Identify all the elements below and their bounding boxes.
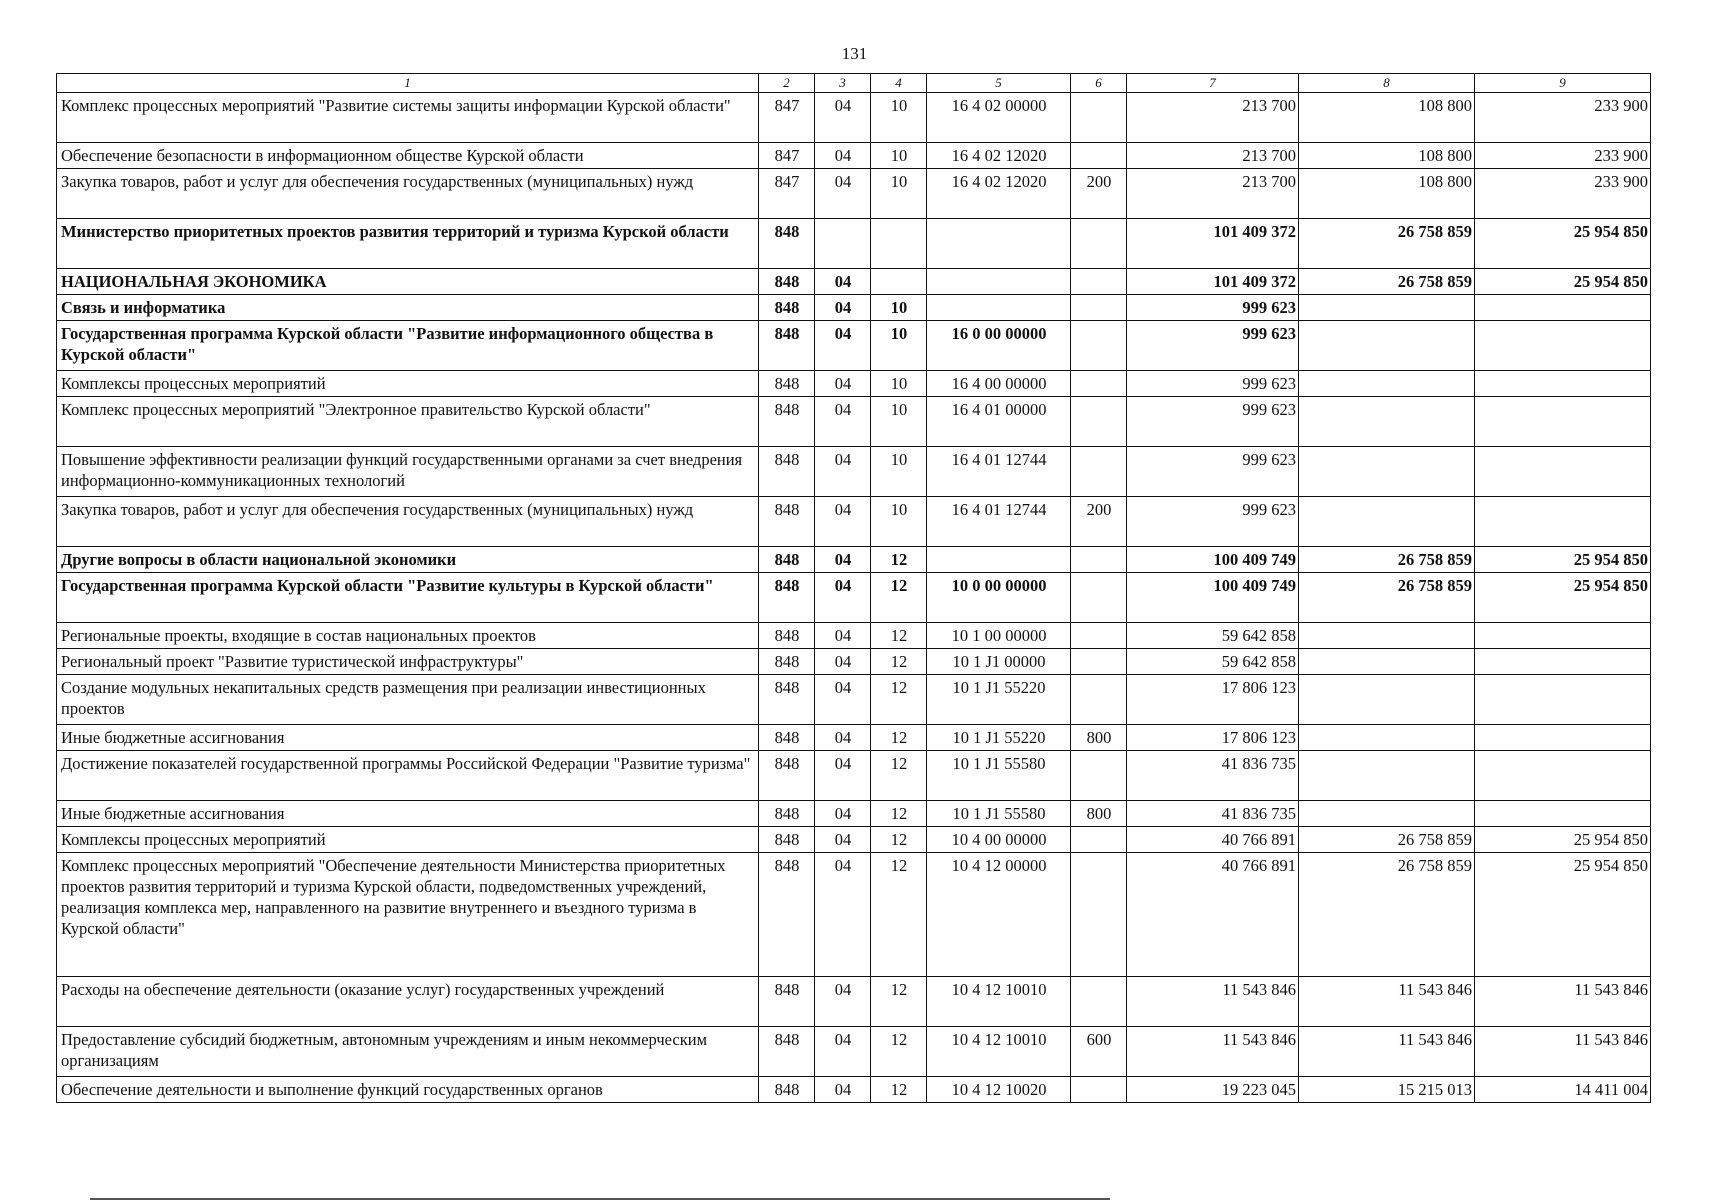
amount-col9-cell <box>1475 447 1651 497</box>
amount-col8-cell: 11 543 846 <box>1299 977 1475 1027</box>
target-article-cell: 10 4 12 10020 <box>927 1077 1071 1103</box>
amount-col7-cell: 40 766 891 <box>1127 853 1299 977</box>
amount-col8-cell: 108 800 <box>1299 169 1475 219</box>
amount-col9-cell <box>1475 801 1651 827</box>
subsection-code-cell: 12 <box>871 827 927 853</box>
amount-col9-cell <box>1475 623 1651 649</box>
amount-col7-cell: 101 409 372 <box>1127 269 1299 295</box>
row-name-cell: Обеспечение безопасности в информационном обществе Курской области <box>57 143 759 169</box>
amount-col8-cell <box>1299 675 1475 725</box>
target-article-cell: 10 4 00 00000 <box>927 827 1071 853</box>
subsection-code-cell <box>871 269 927 295</box>
row-name-cell: Министерство приоритетных проектов развития территорий и туризма Курской области <box>57 219 759 269</box>
amount-col7-cell: 999 623 <box>1127 371 1299 397</box>
amount-col9-cell <box>1475 675 1651 725</box>
target-article-cell: 16 4 00 00000 <box>927 371 1071 397</box>
amount-col8-cell <box>1299 371 1475 397</box>
subsection-code-cell: 12 <box>871 623 927 649</box>
section-code-cell: 04 <box>815 269 871 295</box>
row-name-cell: Расходы на обеспечение деятельности (оказание услуг) государственных учреждений <box>57 977 759 1027</box>
column-header: 6 <box>1071 74 1127 93</box>
amount-col8-cell: 15 215 013 <box>1299 1077 1475 1103</box>
table-row <box>57 143 1651 169</box>
target-article-cell: 10 1 J1 55220 <box>927 725 1071 751</box>
amount-col8-cell: 26 758 859 <box>1299 547 1475 573</box>
table-row <box>57 295 1651 321</box>
section-code-cell: 04 <box>815 1027 871 1077</box>
ministry-code-cell: 848 <box>759 219 815 269</box>
ministry-code-cell: 847 <box>759 169 815 219</box>
amount-col9-cell <box>1475 751 1651 801</box>
subsection-code-cell: 12 <box>871 573 927 623</box>
amount-col7-cell: 999 623 <box>1127 321 1299 371</box>
amount-col8-cell: 26 758 859 <box>1299 827 1475 853</box>
amount-col7-cell: 100 409 749 <box>1127 573 1299 623</box>
ministry-code-cell: 848 <box>759 977 815 1027</box>
amount-col9-cell <box>1475 725 1651 751</box>
subsection-code-cell: 10 <box>871 447 927 497</box>
section-code-cell: 04 <box>815 801 871 827</box>
amount-col9-cell: 25 954 850 <box>1475 547 1651 573</box>
amount-col9-cell <box>1475 295 1651 321</box>
section-code-cell: 04 <box>815 623 871 649</box>
expense-type-cell <box>1071 853 1127 977</box>
section-code-cell: 04 <box>815 447 871 497</box>
table-row <box>57 397 1651 447</box>
ministry-code-cell: 848 <box>759 497 815 547</box>
amount-col8-cell <box>1299 623 1475 649</box>
expense-type-cell <box>1071 321 1127 371</box>
ministry-code-cell: 848 <box>759 801 815 827</box>
table-row <box>57 1027 1651 1077</box>
amount-col8-cell: 108 800 <box>1299 143 1475 169</box>
column-header: 4 <box>871 74 927 93</box>
amount-col7-cell: 11 543 846 <box>1127 977 1299 1027</box>
expense-type-cell <box>1071 573 1127 623</box>
amount-col7-cell: 100 409 749 <box>1127 547 1299 573</box>
column-header: 3 <box>815 74 871 93</box>
amount-col8-cell <box>1299 397 1475 447</box>
table-row <box>57 977 1651 1027</box>
subsection-code-cell: 10 <box>871 497 927 547</box>
ministry-code-cell: 848 <box>759 725 815 751</box>
expense-type-cell <box>1071 143 1127 169</box>
amount-col7-cell: 40 766 891 <box>1127 827 1299 853</box>
amount-col8-cell <box>1299 649 1475 675</box>
column-number-row <box>57 74 1651 93</box>
table-row <box>57 371 1651 397</box>
table-row <box>57 497 1651 547</box>
amount-col9-cell <box>1475 397 1651 447</box>
row-name-cell: Другие вопросы в области национальной экономики <box>57 547 759 573</box>
section-code-cell: 04 <box>815 649 871 675</box>
amount-col8-cell <box>1299 447 1475 497</box>
amount-col8-cell <box>1299 497 1475 547</box>
ministry-code-cell: 848 <box>759 1027 815 1077</box>
column-header: 7 <box>1127 74 1299 93</box>
subsection-code-cell: 12 <box>871 725 927 751</box>
ministry-code-cell: 848 <box>759 397 815 447</box>
table-body <box>57 93 1651 1103</box>
column-header: 5 <box>927 74 1071 93</box>
row-name-cell: Региональные проекты, входящие в состав национальных проектов <box>57 623 759 649</box>
row-name-cell: Комплексы процессных мероприятий <box>57 371 759 397</box>
expense-type-cell <box>1071 269 1127 295</box>
expense-type-cell: 200 <box>1071 169 1127 219</box>
row-name-cell: Региональный проект "Развитие туристической инфраструктуры" <box>57 649 759 675</box>
amount-col8-cell: 11 543 846 <box>1299 1027 1475 1077</box>
target-article-cell <box>927 547 1071 573</box>
row-name-cell: Иные бюджетные ассигнования <box>57 725 759 751</box>
table-row <box>57 751 1651 801</box>
target-article-cell <box>927 269 1071 295</box>
row-name-cell: Комплекс процессных мероприятий "Обеспечение деятельности Министерства приоритетных проектов развития территорий и туризма Курской области, подведомственных учреждений, реализация комплекса мер, направленного на развитие внутреннего и въездного туризма в Курской области" <box>57 853 759 977</box>
row-name-cell: Закупка товаров, работ и услуг для обеспечения государственных (муниципальных) нужд <box>57 169 759 219</box>
expense-type-cell <box>1071 219 1127 269</box>
table-row <box>57 725 1651 751</box>
expense-type-cell: 600 <box>1071 1027 1127 1077</box>
row-name-cell: Повышение эффективности реализации функций государственными органами за счет внедрения информационно-коммуникационных технологий <box>57 447 759 497</box>
ministry-code-cell: 848 <box>759 269 815 295</box>
amount-col9-cell: 233 900 <box>1475 93 1651 143</box>
row-name-cell: Предоставление субсидий бюджетным, автономным учреждениям и иным некоммерческим организациям <box>57 1027 759 1077</box>
target-article-cell: 16 4 01 12744 <box>927 497 1071 547</box>
table-row <box>57 321 1651 371</box>
section-code-cell: 04 <box>815 573 871 623</box>
target-article-cell: 10 1 J1 55220 <box>927 675 1071 725</box>
section-code-cell: 04 <box>815 675 871 725</box>
subsection-code-cell: 12 <box>871 649 927 675</box>
amount-col9-cell: 11 543 846 <box>1475 1027 1651 1077</box>
section-code-cell: 04 <box>815 827 871 853</box>
amount-col7-cell: 999 623 <box>1127 497 1299 547</box>
amount-col7-cell: 41 836 735 <box>1127 751 1299 801</box>
expense-type-cell <box>1071 547 1127 573</box>
ministry-code-cell: 847 <box>759 143 815 169</box>
amount-col7-cell: 999 623 <box>1127 397 1299 447</box>
ministry-code-cell: 848 <box>759 751 815 801</box>
target-article-cell <box>927 295 1071 321</box>
table-row <box>57 573 1651 623</box>
expense-type-cell: 200 <box>1071 497 1127 547</box>
target-article-cell: 16 4 02 12020 <box>927 143 1071 169</box>
row-name-cell: Комплекс процессных мероприятий "Развитие системы защиты информации Курской области" <box>57 93 759 143</box>
expense-type-cell <box>1071 977 1127 1027</box>
amount-col8-cell <box>1299 295 1475 321</box>
amount-col9-cell: 14 411 004 <box>1475 1077 1651 1103</box>
row-name-cell: НАЦИОНАЛЬНАЯ ЭКОНОМИКА <box>57 269 759 295</box>
ministry-code-cell: 848 <box>759 649 815 675</box>
amount-col9-cell: 233 900 <box>1475 169 1651 219</box>
section-code-cell <box>815 219 871 269</box>
section-code-cell: 04 <box>815 143 871 169</box>
amount-col9-cell: 25 954 850 <box>1475 827 1651 853</box>
subsection-code-cell: 12 <box>871 1077 927 1103</box>
table-row <box>57 827 1651 853</box>
subsection-code-cell: 12 <box>871 751 927 801</box>
table-row <box>57 269 1651 295</box>
row-name-cell: Государственная программа Курской области "Развитие культуры в Курской области" <box>57 573 759 623</box>
expense-type-cell: 800 <box>1071 801 1127 827</box>
amount-col9-cell <box>1475 649 1651 675</box>
amount-col9-cell: 25 954 850 <box>1475 853 1651 977</box>
column-header: 9 <box>1475 74 1651 93</box>
row-name-cell: Иные бюджетные ассигнования <box>57 801 759 827</box>
expense-type-cell <box>1071 827 1127 853</box>
subsection-code-cell: 10 <box>871 295 927 321</box>
ministry-code-cell: 848 <box>759 827 815 853</box>
subsection-code-cell: 10 <box>871 321 927 371</box>
amount-col7-cell: 17 806 123 <box>1127 725 1299 751</box>
row-name-cell: Комплекс процессных мероприятий "Электронное правительство Курской области" <box>57 397 759 447</box>
subsection-code-cell: 10 <box>871 93 927 143</box>
section-code-cell: 04 <box>815 397 871 447</box>
target-article-cell: 10 1 J1 00000 <box>927 649 1071 675</box>
subsection-code-cell: 12 <box>871 547 927 573</box>
amount-col7-cell: 213 700 <box>1127 93 1299 143</box>
section-code-cell: 04 <box>815 977 871 1027</box>
ministry-code-cell: 848 <box>759 573 815 623</box>
ministry-code-cell: 848 <box>759 675 815 725</box>
table-row <box>57 447 1651 497</box>
target-article-cell <box>927 219 1071 269</box>
ministry-code-cell: 847 <box>759 93 815 143</box>
target-article-cell: 16 4 02 12020 <box>927 169 1071 219</box>
table-row <box>57 801 1651 827</box>
amount-col7-cell: 101 409 372 <box>1127 219 1299 269</box>
subsection-code-cell: 10 <box>871 397 927 447</box>
row-name-cell: Достижение показателей государственной программы Российской Федерации "Развитие туризма" <box>57 751 759 801</box>
expense-type-cell <box>1071 675 1127 725</box>
target-article-cell: 10 4 12 00000 <box>927 853 1071 977</box>
expense-type-cell <box>1071 295 1127 321</box>
ministry-code-cell: 848 <box>759 447 815 497</box>
subsection-code-cell: 12 <box>871 1027 927 1077</box>
target-article-cell: 10 4 12 10010 <box>927 1027 1071 1077</box>
amount-col7-cell: 41 836 735 <box>1127 801 1299 827</box>
amount-col8-cell: 26 758 859 <box>1299 269 1475 295</box>
subsection-code-cell <box>871 219 927 269</box>
table-row <box>57 623 1651 649</box>
column-header: 2 <box>759 74 815 93</box>
amount-col8-cell <box>1299 321 1475 371</box>
section-code-cell: 04 <box>815 497 871 547</box>
target-article-cell: 10 1 J1 55580 <box>927 801 1071 827</box>
expense-type-cell <box>1071 649 1127 675</box>
target-article-cell: 16 4 02 00000 <box>927 93 1071 143</box>
amount-col7-cell: 59 642 858 <box>1127 649 1299 675</box>
row-name-cell: Связь и информатика <box>57 295 759 321</box>
ministry-code-cell: 848 <box>759 623 815 649</box>
subsection-code-cell: 12 <box>871 853 927 977</box>
row-name-cell: Государственная программа Курской области "Развитие информационного общества в Курской области" <box>57 321 759 371</box>
section-code-cell: 04 <box>815 1077 871 1103</box>
amount-col7-cell: 19 223 045 <box>1127 1077 1299 1103</box>
amount-col9-cell: 25 954 850 <box>1475 269 1651 295</box>
amount-col9-cell <box>1475 497 1651 547</box>
ministry-code-cell: 848 <box>759 321 815 371</box>
amount-col8-cell <box>1299 725 1475 751</box>
target-article-cell: 16 0 00 00000 <box>927 321 1071 371</box>
table-row <box>57 853 1651 977</box>
section-code-cell: 04 <box>815 295 871 321</box>
target-article-cell: 16 4 01 00000 <box>927 397 1071 447</box>
ministry-code-cell: 848 <box>759 853 815 977</box>
amount-col9-cell: 25 954 850 <box>1475 573 1651 623</box>
amount-col8-cell: 26 758 859 <box>1299 573 1475 623</box>
column-header: 1 <box>57 74 759 93</box>
amount-col8-cell: 108 800 <box>1299 93 1475 143</box>
subsection-code-cell: 10 <box>871 371 927 397</box>
table-row <box>57 649 1651 675</box>
expense-type-cell <box>1071 447 1127 497</box>
section-code-cell: 04 <box>815 371 871 397</box>
expense-type-cell <box>1071 397 1127 447</box>
amount-col7-cell: 59 642 858 <box>1127 623 1299 649</box>
section-code-cell: 04 <box>815 751 871 801</box>
row-name-cell: Создание модульных некапитальных средств размещения при реализации инвестиционных проектов <box>57 675 759 725</box>
section-code-cell: 04 <box>815 725 871 751</box>
amount-col9-cell <box>1475 321 1651 371</box>
table-row <box>57 93 1651 143</box>
subsection-code-cell: 12 <box>871 977 927 1027</box>
expense-type-cell: 800 <box>1071 725 1127 751</box>
amount-col7-cell: 213 700 <box>1127 143 1299 169</box>
amount-col7-cell: 11 543 846 <box>1127 1027 1299 1077</box>
ministry-code-cell: 848 <box>759 371 815 397</box>
section-code-cell: 04 <box>815 169 871 219</box>
amount-col7-cell: 17 806 123 <box>1127 675 1299 725</box>
budget-table <box>56 73 1651 1103</box>
target-article-cell: 16 4 01 12744 <box>927 447 1071 497</box>
amount-col9-cell: 11 543 846 <box>1475 977 1651 1027</box>
ministry-code-cell: 848 <box>759 295 815 321</box>
column-header: 8 <box>1299 74 1475 93</box>
amount-col9-cell: 233 900 <box>1475 143 1651 169</box>
amount-col8-cell <box>1299 751 1475 801</box>
ministry-code-cell: 848 <box>759 547 815 573</box>
amount-col8-cell <box>1299 801 1475 827</box>
section-code-cell: 04 <box>815 853 871 977</box>
target-article-cell: 10 1 00 00000 <box>927 623 1071 649</box>
subsection-code-cell: 12 <box>871 675 927 725</box>
section-code-cell: 04 <box>815 547 871 573</box>
amount-col8-cell: 26 758 859 <box>1299 853 1475 977</box>
table-row <box>57 675 1651 725</box>
page-number: 131 <box>841 44 868 63</box>
table-row <box>57 547 1651 573</box>
subsection-code-cell: 10 <box>871 143 927 169</box>
table-row <box>57 219 1651 269</box>
expense-type-cell <box>1071 751 1127 801</box>
table-row <box>57 169 1651 219</box>
subsection-code-cell: 10 <box>871 169 927 219</box>
expense-type-cell <box>1071 93 1127 143</box>
amount-col7-cell: 999 623 <box>1127 447 1299 497</box>
expense-type-cell <box>1071 371 1127 397</box>
row-name-cell: Закупка товаров, работ и услуг для обеспечения государственных (муниципальных) нужд <box>57 497 759 547</box>
amount-col8-cell: 26 758 859 <box>1299 219 1475 269</box>
target-article-cell: 10 1 J1 55580 <box>927 751 1071 801</box>
subsection-code-cell: 12 <box>871 801 927 827</box>
target-article-cell: 10 0 00 00000 <box>927 573 1071 623</box>
expense-type-cell <box>1071 1077 1127 1103</box>
ministry-code-cell: 848 <box>759 1077 815 1103</box>
row-name-cell: Обеспечение деятельности и выполнение функций государственных органов <box>57 1077 759 1103</box>
row-name-cell: Комплексы процессных мероприятий <box>57 827 759 853</box>
table-row <box>57 1077 1651 1103</box>
amount-col9-cell: 25 954 850 <box>1475 219 1651 269</box>
expense-type-cell <box>1071 623 1127 649</box>
amount-col7-cell: 999 623 <box>1127 295 1299 321</box>
amount-col7-cell: 213 700 <box>1127 169 1299 219</box>
amount-col9-cell <box>1475 371 1651 397</box>
section-code-cell: 04 <box>815 93 871 143</box>
target-article-cell: 10 4 12 10010 <box>927 977 1071 1027</box>
section-code-cell: 04 <box>815 321 871 371</box>
